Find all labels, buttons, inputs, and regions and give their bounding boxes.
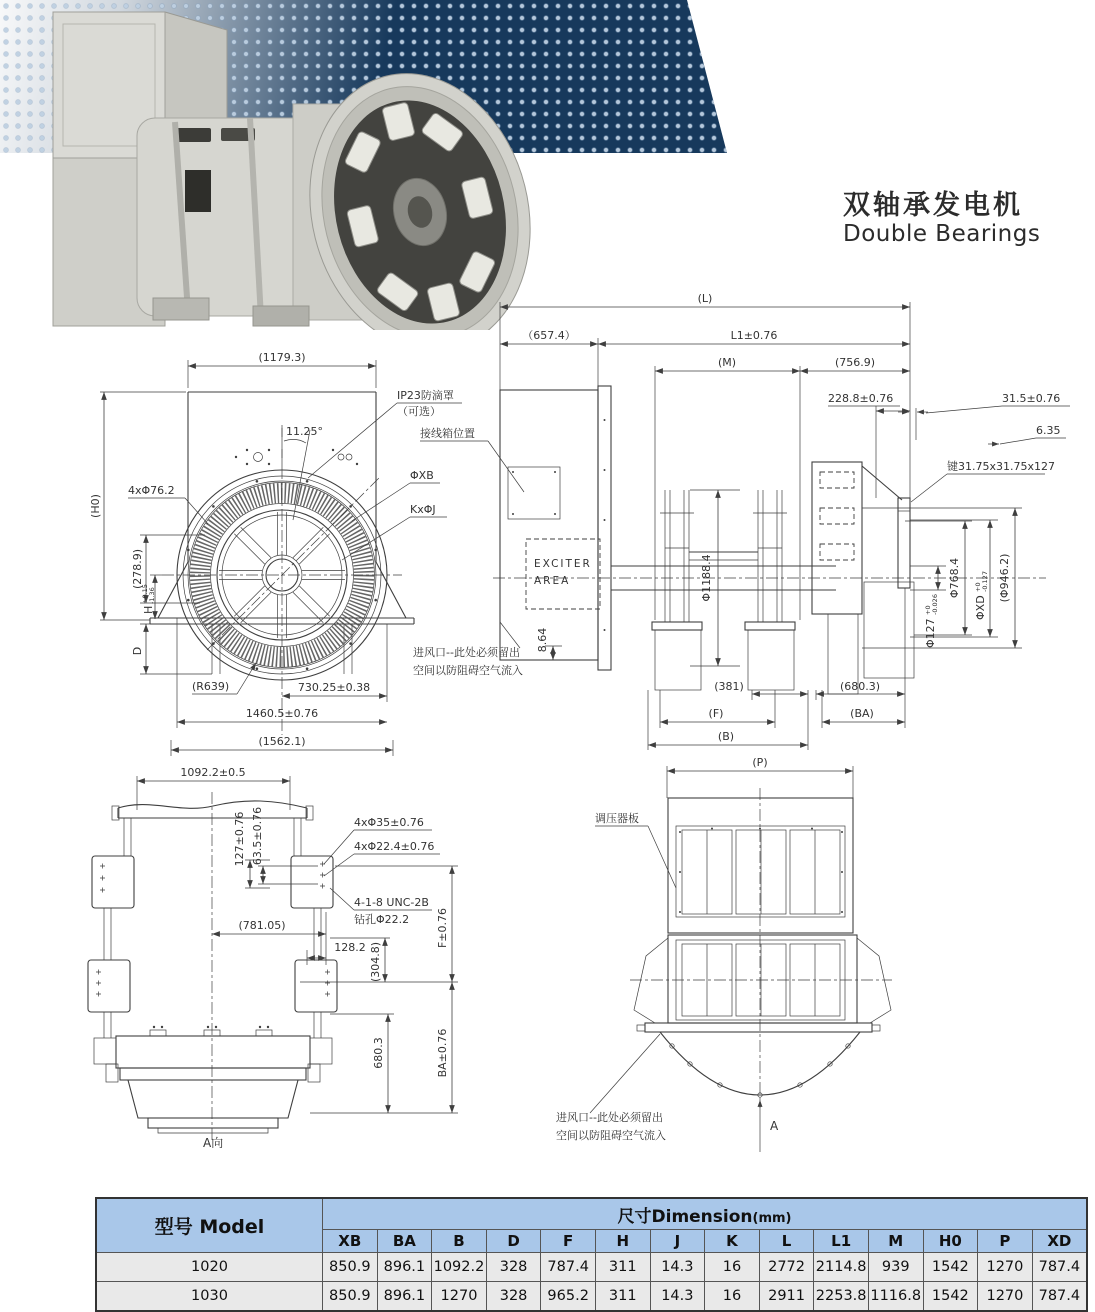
sv-dim-635: 6.35 xyxy=(1036,424,1061,437)
cell: 2114.8 xyxy=(814,1253,869,1282)
fv-dim-1562: (1562.1) xyxy=(258,735,306,748)
dimension-header xyxy=(323,1198,1088,1230)
fv-ip23-1: IP23防滴罩 xyxy=(397,389,454,402)
rear-view-drawing xyxy=(556,756,892,1152)
cell: 328 xyxy=(486,1282,541,1312)
sv-dim-657: （657.4） xyxy=(522,329,576,342)
cell: 939 xyxy=(868,1253,923,1282)
sv-dim-ba: (BA) xyxy=(850,707,874,720)
sv-dim-680: (680.3) xyxy=(839,680,881,693)
sv-dim-b: (B) xyxy=(717,730,735,743)
sv-exciter-2: AREA xyxy=(534,575,571,587)
svg-text:+0: +0 xyxy=(974,582,982,592)
cell: 2253.8 xyxy=(814,1282,869,1312)
sv-dim-946: (Φ946.2) xyxy=(998,553,1011,603)
bv-dim-1092: 1092.2±0.5 xyxy=(180,766,246,779)
fv-mount-holes: 4xΦ76.2 xyxy=(128,484,175,497)
col-d: D xyxy=(486,1230,541,1253)
sv-dim-m: (M) xyxy=(717,356,737,369)
bv-dim-63: 63.5±0.76 xyxy=(251,806,264,866)
cell: 1542 xyxy=(923,1282,978,1312)
model-1030: 1030 xyxy=(96,1282,323,1312)
svg-text:H: H xyxy=(142,605,155,614)
cell: 850.9 xyxy=(323,1253,378,1282)
cell: 850.9 xyxy=(323,1282,378,1312)
fv-dim-278: (278.9) xyxy=(131,548,144,590)
bv-unc-1: 4-1-8 UNC-2B xyxy=(354,896,429,909)
title-zh: 双轴承发电机 xyxy=(843,190,1023,221)
fv-dim-1460: 1460.5±0.76 xyxy=(245,707,319,720)
bottom-view-drawing xyxy=(88,766,458,1150)
title-en: Double Bearings xyxy=(843,221,1041,248)
fv-dim-width: (1179.3) xyxy=(258,351,306,364)
side-view-drawing xyxy=(493,292,1070,750)
col-l1: L1 xyxy=(814,1230,869,1253)
bv-holes-35: 4xΦ35±0.76 xyxy=(354,816,424,829)
fv-radius: (R639) xyxy=(192,680,230,693)
sv-dim-127 xyxy=(924,594,939,648)
air-note-2-line2: 空间以防阻碍空气流入 xyxy=(556,1129,666,1142)
cell: 1092.2 xyxy=(432,1253,487,1282)
fv-dim-h0: (H0) xyxy=(89,494,102,518)
table-row-1020 xyxy=(96,1253,1087,1282)
cell: 896.1 xyxy=(377,1253,432,1282)
dim-header-zh: 尺寸 xyxy=(617,1206,652,1227)
svg-text:+0.15: +0.15 xyxy=(141,584,149,604)
sv-dim-228: 228.8±0.76 xyxy=(828,392,894,405)
svg-text:Φ127: Φ127 xyxy=(924,618,937,648)
cell: 787.4 xyxy=(1032,1282,1087,1312)
cell: 2772 xyxy=(759,1253,814,1282)
cell: 1270 xyxy=(978,1253,1033,1282)
sv-dim-f: (F) xyxy=(708,707,724,720)
sv-exciter-1: EXCITER xyxy=(534,558,592,570)
sv-dim-l: (L) xyxy=(697,292,713,305)
sv-dim-768: Φ768.4 xyxy=(948,557,961,599)
col-p: P xyxy=(978,1230,1033,1253)
col-ba: BA xyxy=(377,1230,432,1253)
col-h: H xyxy=(595,1230,650,1253)
cell: 328 xyxy=(486,1253,541,1282)
bv-dim-f: F±0.76 xyxy=(436,907,449,949)
dim-header-unit: (mm) xyxy=(752,1210,792,1226)
sv-dim-864: 8.64 xyxy=(536,627,549,653)
col-j: J xyxy=(650,1230,705,1253)
sv-dim-756: (756.9) xyxy=(834,356,876,369)
fv-junction-box: 接线箱位置 xyxy=(420,427,475,440)
col-l: L xyxy=(759,1230,814,1253)
bv-unc-2: 钻孔Φ22.2 xyxy=(354,913,410,926)
rv-dim-p: (P) xyxy=(752,756,768,769)
cell: 787.4 xyxy=(1032,1253,1087,1282)
cell: 1116.8 xyxy=(868,1282,923,1312)
rv-regulator: 调压器板 xyxy=(595,812,639,825)
sv-dim-xd xyxy=(974,571,989,620)
cell: 311 xyxy=(595,1282,650,1312)
dim-header-en: Dimension xyxy=(651,1206,753,1227)
bv-dim-127: 127±0.76 xyxy=(233,811,246,867)
model-header: 型号 Model xyxy=(96,1198,323,1253)
cell: 2911 xyxy=(759,1282,814,1312)
cell: 965.2 xyxy=(541,1282,596,1312)
bv-dim-680: 680.3 xyxy=(372,1037,385,1069)
cell: 1270 xyxy=(432,1282,487,1312)
model-1020: 1020 xyxy=(96,1253,323,1282)
cell: 1542 xyxy=(923,1253,978,1282)
fv-ip23-2: （可选） xyxy=(397,405,441,418)
svg-text:ΦXD: ΦXD xyxy=(974,595,987,620)
col-xb: XB xyxy=(323,1230,378,1253)
table-row-1030 xyxy=(96,1282,1087,1312)
sv-dim-1188: Φ1188.4 xyxy=(700,554,713,602)
cell: 16 xyxy=(705,1282,760,1312)
bv-dim-128: 128.2 xyxy=(334,941,366,954)
fv-phi-xb: ΦXB xyxy=(410,469,434,482)
air-note-1-line1: 进风口--此处必须留出 xyxy=(413,646,520,659)
cell: 14.3 xyxy=(650,1282,705,1312)
col-m: M xyxy=(868,1230,923,1253)
bv-dim-ba: BA±0.76 xyxy=(436,1028,449,1078)
cell: 896.1 xyxy=(377,1282,432,1312)
cell: 787.4 xyxy=(541,1253,596,1282)
cell: 311 xyxy=(595,1253,650,1282)
fv-dim-730: 730.25±0.38 xyxy=(297,681,371,694)
bv-view-label: A向 xyxy=(203,1136,224,1150)
col-k: K xyxy=(705,1230,760,1253)
sv-dim-381: (381) xyxy=(714,680,744,693)
bv-dim-304: (304.8) xyxy=(369,941,382,983)
sv-dim-315: 31.5±0.76 xyxy=(1002,392,1061,405)
svg-text:-0.127: -0.127 xyxy=(981,571,989,592)
fv-k-phi-j: KxΦJ xyxy=(410,503,436,516)
col-f: F xyxy=(541,1230,596,1253)
col-h0: H0 xyxy=(923,1230,978,1253)
bv-holes-22: 4xΦ22.4±0.76 xyxy=(354,840,435,853)
col-b: B xyxy=(432,1230,487,1253)
svg-text:+0: +0 xyxy=(924,605,932,615)
cell: 16 xyxy=(705,1253,760,1282)
dimension-table xyxy=(95,1197,1088,1312)
sv-dim-l1: L1±0.76 xyxy=(730,329,778,342)
fv-dim-h xyxy=(141,584,156,614)
air-note-1-line2: 空间以防阻碍空气流入 xyxy=(413,664,523,677)
sv-key: 键31.75x31.75x127 xyxy=(947,460,1055,473)
fv-angle: 11.25° xyxy=(286,425,323,438)
svg-text:-1.36: -1.36 xyxy=(148,587,156,604)
fv-dim-d: D xyxy=(131,646,144,656)
col-xd: XD xyxy=(1032,1230,1087,1253)
front-view-drawing xyxy=(89,351,524,756)
bv-dim-781: (781.05) xyxy=(238,919,286,932)
svg-text:-0.026: -0.026 xyxy=(931,594,939,615)
air-note-2-line1: 进风口--此处必须留出 xyxy=(556,1111,663,1124)
rv-arrow-label: A xyxy=(770,1119,779,1133)
cell: 14.3 xyxy=(650,1253,705,1282)
cell: 1270 xyxy=(978,1282,1033,1312)
